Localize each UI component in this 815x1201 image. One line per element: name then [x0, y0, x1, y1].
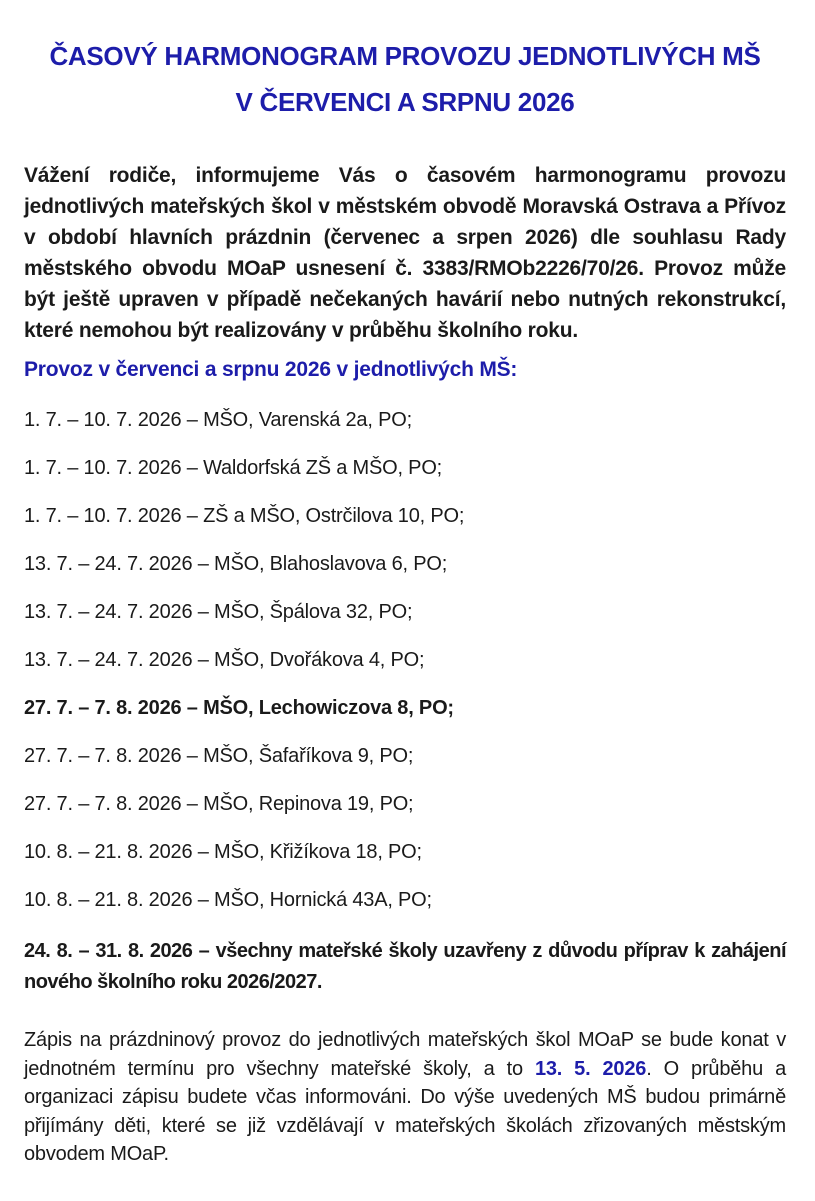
registration-text-before: Zápis na prázdninový provoz do jednotlivých mateřských škol MOaP se bude konat v jednotném termínu pro všechny mateřské školy, a to: [24, 1029, 786, 1080]
document-title-line1: ČASOVÝ HARMONOGRAM PROVOZU JEDNOTLIVÝCH MŠ: [49, 41, 761, 71]
schedule-item: 1. 7. – 10. 7. 2026 – Waldorfská ZŠ a MŠO, PO;: [24, 457, 443, 479]
registration-date: 13. 5. 2026: [534, 1057, 647, 1080]
schedule-item: 13. 7. – 24. 7. 2026 – MŠO, Dvořákova 4, PO;: [24, 649, 425, 671]
intro-paragraph: Vážení rodiče, informujeme Vás o časovém harmonogramu provozu jednotlivých mateřských škol v městském obvodě Moravská Ostrava a Přívoz v období hlavních prázdnin (červenec a srpen 2026) dle souhlasu Rady městského obvodu MOaP usnesení č. 3383/RMOb2226/70/26. Provoz může být ještě upraven v případě nečekaných havárií nebo nutných rekonstrukcí, které nemohou být realizovány v průběhu školního roku.: [24, 164, 786, 342]
schedule-item: 13. 7. – 24. 7. 2026 – MŠO, Špálova 32, PO;: [24, 601, 413, 623]
registration-text-after: . O průběhu a organizaci zápisu budete včas informováni. Do výše uvedených MŠ budou primárně přijímány děti, které se již vzdělávají v mateřských školách zřizovaných městským obvodem MOaP.: [24, 1057, 786, 1165]
schedule-item: 10. 8. – 21. 8. 2026 – MŠO, Křižíkova 18, PO;: [24, 841, 422, 863]
schedule-item: 13. 7. – 24. 7. 2026 – MŠO, Blahoslavova 6, PO;: [24, 553, 448, 575]
schedule-item: 27. 7. – 7. 8. 2026 – MŠO, Lechowiczova 8, PO;: [24, 697, 454, 719]
schedule-list: [24, 408, 786, 912]
document-title: [24, 33, 786, 125]
closing-note: 24. 8. – 31. 8. 2026 – všechny mateřské školy uzavřeny z důvodu příprav k zahájení nového školního roku 2026/2027.: [24, 940, 786, 993]
schedule-item: 10. 8. – 21. 8. 2026 – MŠO, Hornická 43A, PO;: [24, 889, 432, 911]
schedule-item: 27. 7. – 7. 8. 2026 – MŠO, Šafaříkova 9, PO;: [24, 745, 414, 767]
registration-paragraph: [24, 1026, 786, 1169]
schedule-item: 27. 7. – 7. 8. 2026 – MŠO, Repinova 19, PO;: [24, 793, 414, 815]
schedule-item: 1. 7. – 10. 7. 2026 – MŠO, Varenská 2a, PO;: [24, 409, 412, 431]
document-title-line2: V ČERVENCI A SRPNU 2026: [235, 87, 575, 117]
schedule-item: 1. 7. – 10. 7. 2026 – ZŠ a MŠO, Ostrčilova 10, PO;: [24, 505, 465, 527]
schedule-heading: Provoz v červenci a srpnu 2026 v jednotlivých MŠ:: [24, 358, 518, 381]
